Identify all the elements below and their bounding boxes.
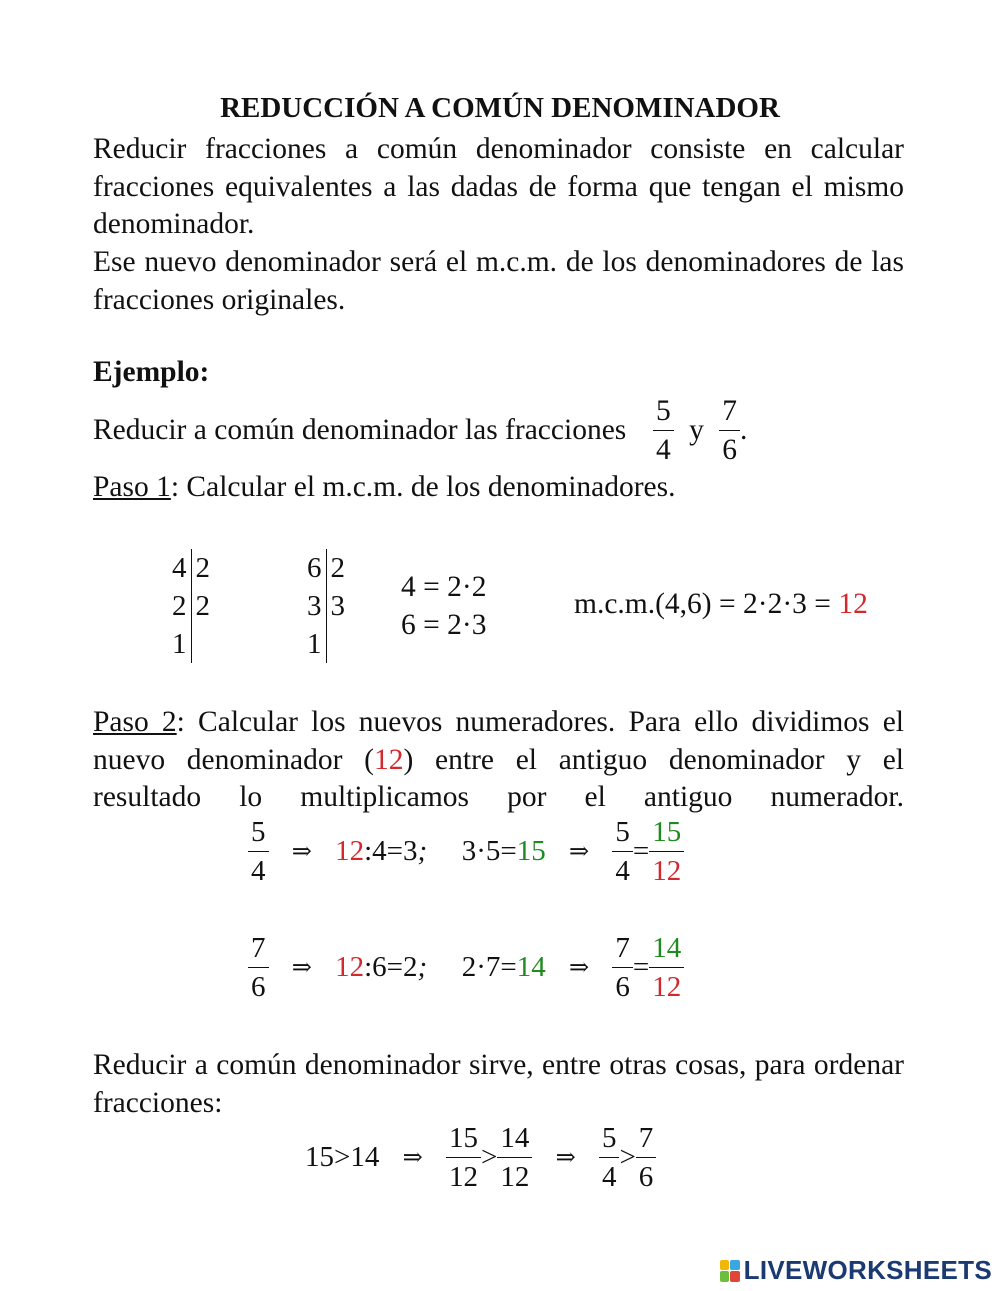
division-text: :6=2 <box>364 951 418 983</box>
logo-mark-icon <box>720 1260 740 1282</box>
closing-text: Reducir a común denominador sirve, entre otras cosas, para ordenar fracciones: <box>93 1049 904 1119</box>
cell <box>196 625 212 663</box>
multiplication-text: 2·7= <box>461 951 517 983</box>
logo-square <box>720 1260 730 1271</box>
numerator: 15 <box>649 815 684 852</box>
comparison-row <box>305 1121 656 1194</box>
fraction-original <box>612 815 633 888</box>
numerator: 7 <box>612 931 633 968</box>
intro-text-2: Ese nuevo denominador será el m.c.m. de los denominadores de las fracciones originales. <box>93 246 904 316</box>
implies-arrow: ⇒ <box>555 1145 576 1171</box>
denominator: 12 <box>652 855 682 887</box>
logo-square <box>730 1271 740 1282</box>
fraction-original <box>248 931 269 1004</box>
cell: 2 <box>330 552 345 584</box>
logo-text: LIVEWORKSHEETS <box>743 1255 992 1285</box>
new-numerator-result: 15 <box>516 835 546 867</box>
separator: ; <box>417 951 428 983</box>
mcm-result <box>574 588 868 621</box>
cell: 2 <box>172 590 187 622</box>
denominator: 12 <box>448 1161 478 1193</box>
greater-than: > <box>619 1141 636 1173</box>
closing-paragraph <box>93 1047 904 1122</box>
logo-square <box>720 1271 730 1282</box>
division-expression <box>335 835 427 867</box>
mcm-expression: m.c.m.(4,6) = 2·2·3 = <box>574 588 839 620</box>
intro-paragraph-1 <box>93 131 904 244</box>
denominator: 6 <box>615 971 630 1003</box>
implies-arrow: ⇒ <box>568 839 590 865</box>
denominator: 6 <box>722 434 738 466</box>
separator: ; <box>417 835 428 867</box>
division-table-6 <box>307 549 347 663</box>
denominator: 6 <box>638 1161 654 1193</box>
fraction-equivalent <box>649 931 684 1004</box>
step2-highlight: 12 <box>374 743 404 776</box>
factorization-6: 6 = 2·3 <box>401 609 487 641</box>
numerator: 15 <box>446 1121 481 1158</box>
division-left-column <box>307 549 327 663</box>
fraction-5-4 <box>599 1121 620 1194</box>
fraction-5-4 <box>653 394 674 467</box>
multiplication-text: 3·5= <box>461 835 517 867</box>
denominator: 12 <box>500 1161 530 1193</box>
greater-than: > <box>480 1141 498 1173</box>
equals-sign: = <box>632 951 650 983</box>
fraction-15-12 <box>446 1121 481 1194</box>
example-heading: Ejemplo: <box>93 356 210 388</box>
division-right-column <box>327 549 347 663</box>
fraction-original <box>612 931 633 1004</box>
division-right-column <box>192 549 212 663</box>
cell: 1 <box>172 628 187 660</box>
denominator: 4 <box>601 1161 617 1193</box>
mcm-number: 12 <box>335 951 365 983</box>
step1-line <box>93 471 676 504</box>
cell: 4 <box>172 552 187 584</box>
factorization-4: 4 = 2·2 <box>401 571 487 603</box>
division-table-4 <box>172 549 212 663</box>
cell: 1 <box>307 628 322 660</box>
comparison-numbers: 15>14 <box>305 1141 380 1173</box>
step2-paragraph <box>93 704 904 817</box>
numerator: 14 <box>649 931 684 968</box>
conjunction: y <box>689 414 704 446</box>
mcm-value: 12 <box>838 588 868 620</box>
implies-arrow: ⇒ <box>291 839 312 865</box>
logo-square <box>730 1260 740 1271</box>
division-expression <box>335 951 427 983</box>
intro-text-1: Reducir fracciones a común denominador consiste en calcular fracciones equivalentes a las dadas de forma que tengan el mismo denominador. <box>93 133 904 240</box>
step2-text-a: : Calcular los nuevos numeradores. Para ello dividimos el nuevo denominador ( <box>93 706 904 776</box>
example-statement <box>93 394 747 467</box>
fraction-original <box>248 815 269 888</box>
implies-arrow: ⇒ <box>402 1145 423 1171</box>
cell: 3 <box>330 590 345 622</box>
calc-row-1 <box>248 815 684 888</box>
multiplication-expression <box>462 835 546 867</box>
numerator: 7 <box>719 394 740 431</box>
calc-row-2 <box>248 931 684 1004</box>
implies-arrow: ⇒ <box>291 955 312 981</box>
factorizations <box>401 568 486 644</box>
cell: 6 <box>307 552 322 584</box>
cell <box>331 625 347 663</box>
cell: 2 <box>195 552 210 584</box>
period: . <box>740 414 748 446</box>
numerator: 14 <box>497 1121 532 1158</box>
numerator: 5 <box>599 1121 620 1158</box>
numerator: 5 <box>248 815 269 852</box>
numerator: 7 <box>248 931 269 968</box>
fraction-7-6 <box>719 394 740 467</box>
intro-paragraph-2 <box>93 244 904 319</box>
example-statement-text: Reducir a común denominador las fracciones <box>93 414 627 446</box>
numerator: 5 <box>653 394 674 431</box>
division-text: :4=3 <box>364 835 418 867</box>
multiplication-expression <box>462 951 546 983</box>
numerator: 5 <box>612 815 633 852</box>
cell: 2 <box>195 590 210 622</box>
implies-arrow: ⇒ <box>568 955 590 981</box>
denominator: 12 <box>652 971 682 1003</box>
denominator: 4 <box>615 855 630 887</box>
denominator: 6 <box>251 971 266 1003</box>
denominator: 4 <box>251 855 266 887</box>
step2-label: Paso 2 <box>93 706 177 738</box>
fraction-equivalent <box>649 815 684 888</box>
mcm-number: 12 <box>335 835 365 867</box>
fraction-7-6 <box>636 1121 657 1194</box>
step1-label: Paso 1 <box>93 471 171 503</box>
step2-text-b: ) entre el antiguo denominador y el resultado lo multiplicamos por el antiguo numerador. <box>93 743 905 813</box>
numerator: 7 <box>636 1121 657 1158</box>
step1-text: : Calcular el m.c.m. de los denominadores. <box>170 471 676 503</box>
page-title: REDUCCIÓN A COMÚN DENOMINADOR <box>220 92 780 124</box>
denominator: 4 <box>656 434 671 466</box>
cell: 3 <box>307 590 322 622</box>
fraction-14-12 <box>497 1121 532 1194</box>
division-left-column <box>172 549 192 663</box>
liveworksheets-logo[interactable] <box>720 1255 992 1286</box>
new-numerator-result: 14 <box>516 951 546 983</box>
equals-sign: = <box>632 835 650 867</box>
